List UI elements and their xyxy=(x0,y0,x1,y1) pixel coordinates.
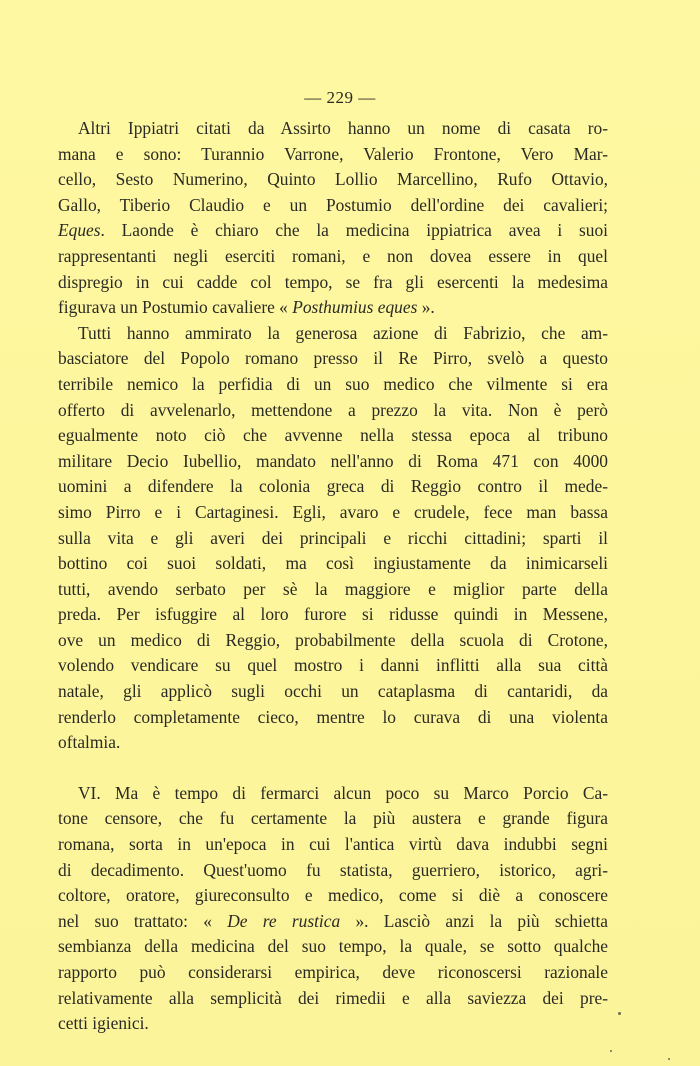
text-line: Altri Ippiatri citati da Assirto hanno un nome di casata ro- xyxy=(78,118,608,138)
text-line: ove un medico di Reggio, probabilmente della scuola di Crotone, xyxy=(58,629,608,650)
text-line: di decadimento. Quest'uomo fu statista, guerriero, istorico, agri- xyxy=(58,859,608,880)
text-line: egualmente noto ciò che avvenne nella stessa epoca al tribuno xyxy=(58,425,608,446)
text-line: sembianza della medicina del suo tempo, la quale, se sotto qualche xyxy=(58,936,608,957)
text-line: rappresentanti negli eserciti romani, e non dovea essere in quel xyxy=(58,245,608,266)
text-line: dispregio in cui cadde col tempo, se fra gli esercenti la medesima xyxy=(58,271,608,292)
text-line: terribile nemico la perfidia di un suo medico che vilmente si era xyxy=(58,373,608,394)
text-line: cello, Sesto Numerino, Quinto Lollio Marcellino, Rufo Ottavio, xyxy=(58,169,608,190)
paper-speck xyxy=(668,1058,670,1060)
text-line: offerto di avvelenarlo, mettendone a prezzo la vita. Non è però xyxy=(58,399,608,420)
text-line: nel suo trattato: « De re rustica ». Lasciò anzi la più schietta xyxy=(58,910,609,931)
text-line: romana, sorta in un'epoca in cui l'antica virtù dava indubbi segni xyxy=(58,834,608,855)
text-line: cetti igienici. xyxy=(58,1013,149,1034)
text-line: natale, gli applicò sugli occhi un cataplasma di cantaridi, da xyxy=(58,681,608,702)
paragraph-2 xyxy=(58,321,608,756)
text-line: tone censore, che fu certamente la più austera e grande figura xyxy=(58,808,608,829)
text-line: VI. Ma è tempo di fermarci alcun poco su Marco Porcio Ca- xyxy=(78,782,608,803)
paper-speck xyxy=(618,1012,621,1015)
text-line: Tutti hanno ammirato la generosa azione di Fabrizio, che am- xyxy=(78,322,608,343)
text-line: basciatore del Popolo romano presso il Re Pirro, svelò a questo xyxy=(58,348,608,369)
text-line: mana e sono: Turannio Varrone, Valerio Frontone, Vero Mar- xyxy=(58,143,608,164)
text-line: tutti, avendo serbato per sè la maggiore e miglior parte della xyxy=(58,578,608,599)
body-text xyxy=(58,116,608,1037)
text-line: oftalmia. xyxy=(58,732,121,753)
text-line: simo Pirro e i Cartaginesi. Egli, avaro e crudele, fece man bassa xyxy=(58,501,608,522)
text-line: figurava un Postumio cavaliere « Posthumius eques ». xyxy=(58,297,435,318)
paragraph-gap xyxy=(58,756,608,781)
page-number: — 229 — xyxy=(304,88,376,107)
text-line: militare Decio Iubellio, mandato nell'anno di Roma 471 con 4000 xyxy=(58,450,608,471)
text-line: renderlo completamente cieco, mentre lo curava di una violenta xyxy=(58,706,608,727)
text-line: relativamente alla semplicità dei rimedii e alla saviezza dei pre- xyxy=(58,987,608,1008)
text-line: Eques. Laonde è chiaro che la medicina ippiatrica avea i suoi xyxy=(58,220,608,241)
paper-speck xyxy=(610,1050,612,1052)
paragraph-1 xyxy=(58,116,608,321)
text-line: uomini a difendere la colonia greca di Reggio contro il mede- xyxy=(58,476,608,497)
paragraph-3 xyxy=(58,781,608,1037)
text-line: Gallo, Tiberio Claudio e un Postumio dell'ordine dei cavalieri; xyxy=(58,194,608,215)
text-line: bottino coi suoi soldati, ma così ingiustamente da inimicarseli xyxy=(58,553,608,574)
text-line: preda. Per isfuggire al loro furore si ridusse quindi in Messene, xyxy=(58,604,608,625)
text-line: sulla vita e gli averi dei principali e ricchi cittadini; sparti il xyxy=(58,527,608,548)
text-line: coltore, oratore, giureconsulto e medico, come si diè a conoscere xyxy=(58,885,608,906)
text-line: volendo vendicare su quel mostro i danni inflitti alla sua città xyxy=(58,655,608,676)
text-line: rapporto può considerarsi empirica, deve riconoscersi razionale xyxy=(58,962,608,982)
